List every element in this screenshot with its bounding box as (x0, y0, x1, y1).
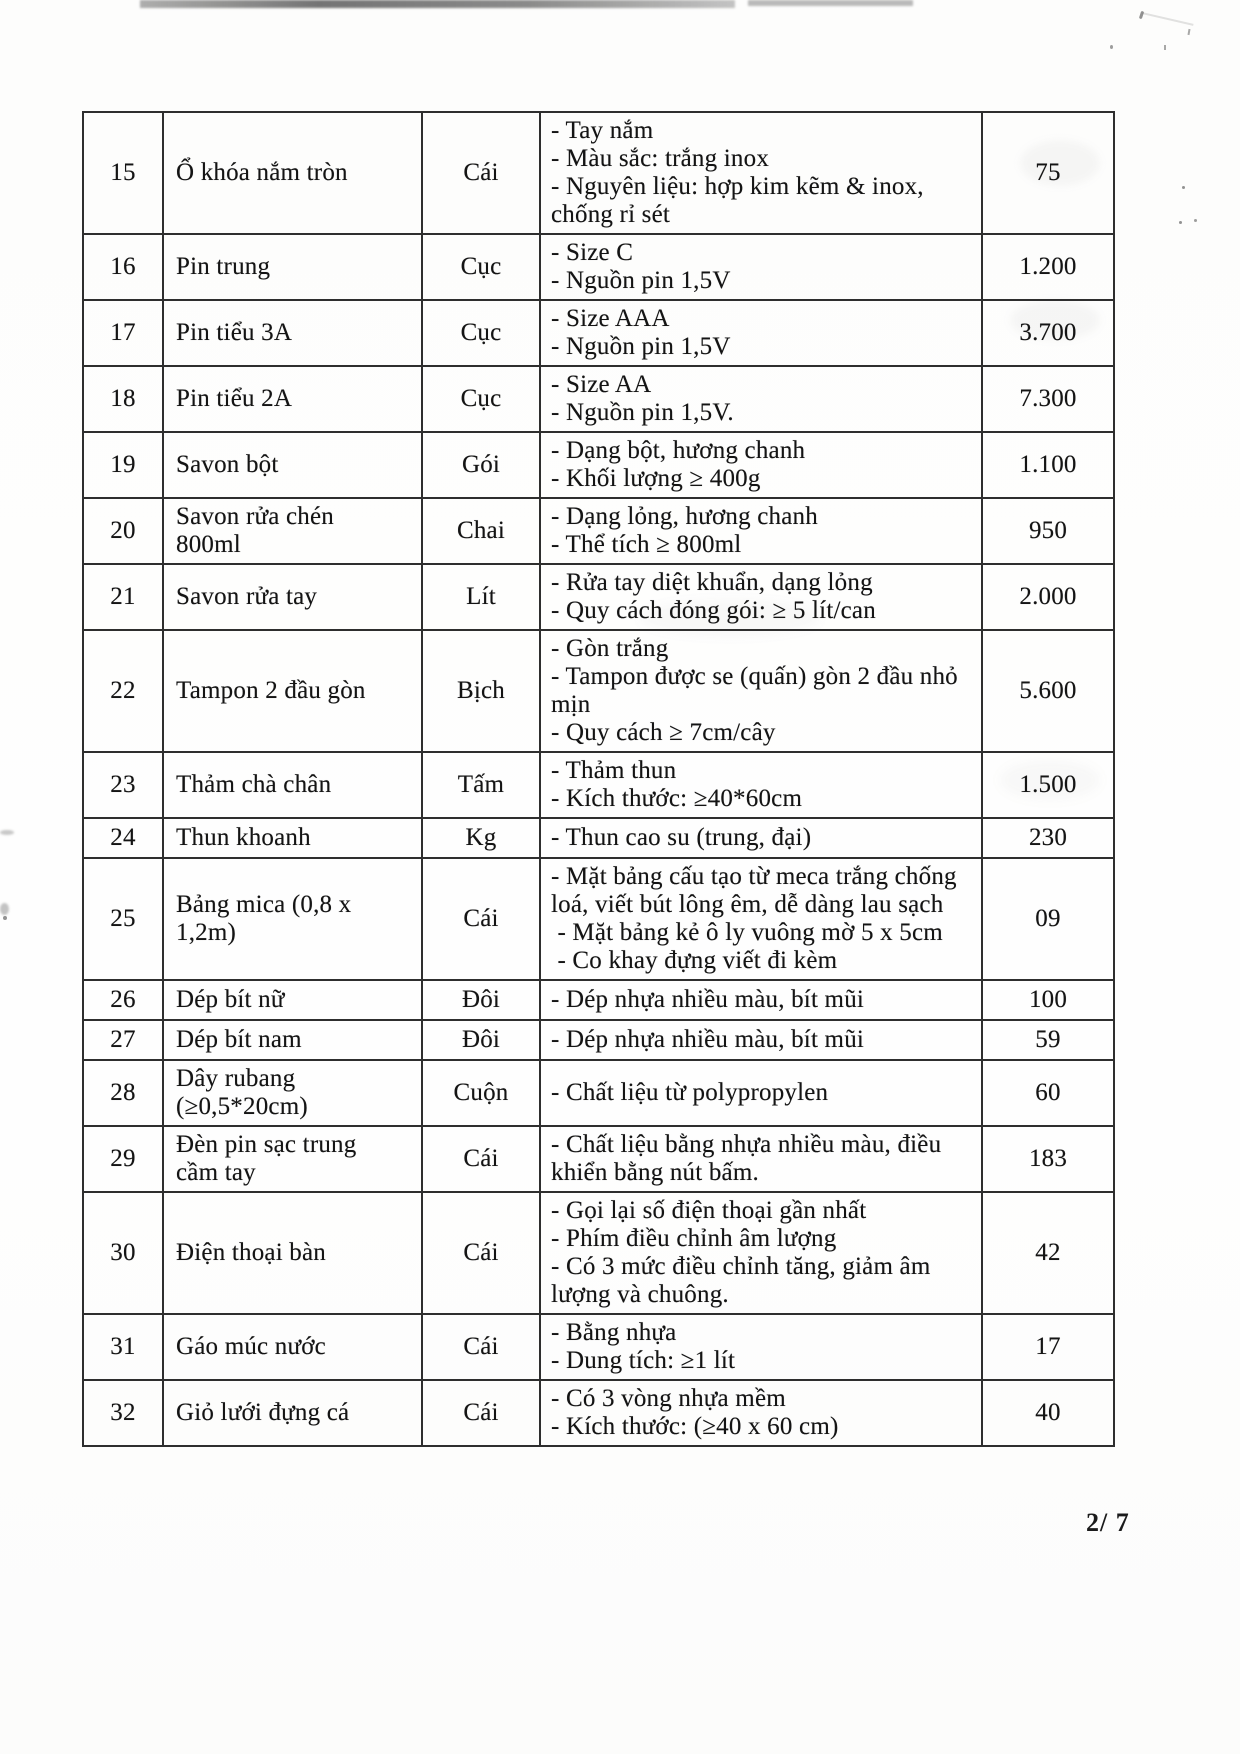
cell-row-number: 29 (83, 1126, 163, 1192)
cell-description (540, 630, 982, 752)
description-line: - Dung tích: ≥1 lít (551, 1347, 736, 1374)
table-row (83, 630, 1114, 752)
scan-speck (1187, 29, 1190, 35)
cell-unit: Cuộn (422, 1060, 540, 1126)
description-line: - Màu sắc: trắng inox (551, 145, 770, 172)
cell-quantity: 3.700 (982, 300, 1114, 366)
table-row (83, 1060, 1114, 1126)
description-line: - Dép nhựa nhiều màu, bít mũi (551, 1026, 865, 1053)
cell-item-name: Pin tiểu 3A (163, 300, 422, 366)
description-line: - Có 3 mức điều chỉnh tăng, giảm âm lượng và chuông. (551, 1253, 937, 1308)
cell-item-name: Savon rửa chén 800ml (163, 498, 422, 564)
table-row (83, 366, 1114, 432)
cell-item-name: Ổ khóa nắm tròn (163, 112, 422, 234)
scan-speck-left-margin (0, 903, 9, 915)
scan-smudge-top-band (140, 0, 735, 8)
cell-quantity: 75 (982, 112, 1114, 234)
cell-quantity: 09 (982, 858, 1114, 980)
description-line: - Co khay đựng viết đi kèm (551, 947, 838, 974)
cell-row-number: 23 (83, 752, 163, 818)
cell-row-number: 32 (83, 1380, 163, 1446)
cell-row-number: 30 (83, 1192, 163, 1314)
description-line: - Kích thước: (≥40 x 60 cm) (551, 1413, 839, 1440)
items-table-body (83, 112, 1114, 1446)
scan-speck (1139, 11, 1144, 20)
cell-item-name: Gáo múc nước (163, 1314, 422, 1380)
table-row (83, 234, 1114, 300)
table-row (83, 1314, 1114, 1380)
cell-item-name: Bảng mica (0,8 x 1,2m) (163, 858, 422, 980)
cell-description (540, 1314, 982, 1380)
cell-item-name: Pin trung (163, 234, 422, 300)
cell-unit: Cái (422, 1126, 540, 1192)
description-line: - Gòn trắng (551, 635, 669, 662)
page-number: 2/ 7 (1086, 1508, 1130, 1537)
cell-quantity: 7.300 (982, 366, 1114, 432)
cell-quantity: 230 (982, 818, 1114, 858)
description-line: - Dạng lỏng, hương chanh (551, 503, 818, 530)
cell-description (540, 112, 982, 234)
scan-scratch (1142, 12, 1193, 26)
description-line: - Nguyên liệu: hợp kim kẽm & inox, chống rỉ sét (551, 173, 931, 228)
description-line: - Phím điều chỉnh âm lượng (551, 1225, 837, 1252)
scan-speck (1182, 186, 1185, 189)
cell-row-number: 16 (83, 234, 163, 300)
cell-item-name: Giỏ lưới đựng cá (163, 1380, 422, 1446)
supplies-table (82, 111, 1115, 1447)
cell-description (540, 1126, 982, 1192)
scan-speck (1164, 45, 1166, 50)
description-line: - Size C (551, 239, 634, 266)
cell-description (540, 980, 982, 1020)
cell-row-number: 21 (83, 564, 163, 630)
cell-row-number: 25 (83, 858, 163, 980)
description-line: - Thể tích ≥ 800ml (551, 531, 742, 558)
cell-item-name: Thun khoanh (163, 818, 422, 858)
description-line: - Quy cách đóng gói: ≥ 5 lít/can (551, 597, 876, 624)
cell-unit: Bịch (422, 630, 540, 752)
table-row (83, 1020, 1114, 1060)
cell-row-number: 27 (83, 1020, 163, 1060)
description-line: - Thảm thun (551, 757, 677, 784)
cell-item-name: Đèn pin sạc trung cầm tay (163, 1126, 422, 1192)
cell-description (540, 564, 982, 630)
description-line: - Nguồn pin 1,5V (551, 333, 731, 360)
cell-quantity: 100 (982, 980, 1114, 1020)
cell-quantity: 1.500 (982, 752, 1114, 818)
table-row (83, 1380, 1114, 1446)
description-line: - Chất liệu từ polypropylen (551, 1079, 829, 1106)
cell-quantity: 2.000 (982, 564, 1114, 630)
cell-item-name: Savon bột (163, 432, 422, 498)
description-line: - Quy cách ≥ 7cm/cây (551, 719, 776, 746)
cell-row-number: 19 (83, 432, 163, 498)
description-line: - Size AA (551, 371, 652, 398)
description-line: - Thun cao su (trung, đại) (551, 824, 812, 851)
cell-unit: Cái (422, 1314, 540, 1380)
cell-unit: Kg (422, 818, 540, 858)
cell-item-name: Tampon 2 đầu gòn (163, 630, 422, 752)
description-line: - Tay nắm (551, 117, 654, 144)
scan-speck (1110, 45, 1113, 49)
cell-row-number: 26 (83, 980, 163, 1020)
cell-unit: Cái (422, 112, 540, 234)
cell-item-name: Dây rubang (≥0,5*20cm) (163, 1060, 422, 1126)
cell-item-name: Dép bít nam (163, 1020, 422, 1060)
cell-unit: Chai (422, 498, 540, 564)
cell-row-number: 18 (83, 366, 163, 432)
scan-speck-left-margin (0, 830, 14, 835)
cell-unit: Cái (422, 1380, 540, 1446)
cell-description (540, 432, 982, 498)
cell-unit: Đôi (422, 980, 540, 1020)
description-line: - Nguồn pin 1,5V. (551, 399, 734, 426)
table-row (83, 1192, 1114, 1314)
cell-row-number: 31 (83, 1314, 163, 1380)
description-line: - Size AAA (551, 305, 670, 332)
cell-item-name: Dép bít nữ (163, 980, 422, 1020)
table-row (83, 980, 1114, 1020)
cell-quantity: 17 (982, 1314, 1114, 1380)
cell-description (540, 498, 982, 564)
cell-item-name: Savon rửa tay (163, 564, 422, 630)
cell-description (540, 1020, 982, 1060)
description-line: - Dạng bột, hương chanh (551, 437, 806, 464)
scan-speck-left-margin (3, 916, 7, 920)
table-row (83, 300, 1114, 366)
table-row (83, 432, 1114, 498)
cell-description (540, 234, 982, 300)
cell-description (540, 752, 982, 818)
table-row (83, 752, 1114, 818)
cell-description (540, 1060, 982, 1126)
description-line: - Chất liệu bằng nhựa nhiều màu, điều khiển bằng nút bấm. (551, 1131, 948, 1186)
cell-row-number: 24 (83, 818, 163, 858)
description-line: - Kích thước: ≥40*60cm (551, 785, 803, 812)
cell-description (540, 818, 982, 858)
description-line: - Mặt bảng cấu tạo từ meca trắng chống loá, viết bút lông êm, dễ dàng lau sạch (551, 863, 964, 918)
cell-description (540, 300, 982, 366)
cell-unit: Lít (422, 564, 540, 630)
description-line: - Mặt bảng kẻ ô ly vuông mờ 5 x 5cm (551, 919, 943, 946)
cell-unit: Cái (422, 1192, 540, 1314)
cell-description (540, 1192, 982, 1314)
description-line: - Rửa tay diệt khuẩn, dạng lỏng (551, 569, 873, 596)
cell-row-number: 15 (83, 112, 163, 234)
table-row (83, 112, 1114, 234)
description-line: - Nguồn pin 1,5V (551, 267, 731, 294)
cell-row-number: 22 (83, 630, 163, 752)
cell-unit: Đôi (422, 1020, 540, 1060)
cell-row-number: 20 (83, 498, 163, 564)
cell-quantity: 950 (982, 498, 1114, 564)
cell-unit: Tấm (422, 752, 540, 818)
cell-unit: Gói (422, 432, 540, 498)
description-line: - Khối lượng ≥ 400g (551, 465, 761, 492)
cell-row-number: 28 (83, 1060, 163, 1126)
cell-item-name: Điện thoại bàn (163, 1192, 422, 1314)
scan-speck (1194, 219, 1197, 222)
table-row (83, 1126, 1114, 1192)
cell-quantity: 59 (982, 1020, 1114, 1060)
cell-quantity: 1.200 (982, 234, 1114, 300)
cell-row-number: 17 (83, 300, 163, 366)
cell-unit: Cục (422, 300, 540, 366)
cell-description (540, 1380, 982, 1446)
cell-unit: Cục (422, 366, 540, 432)
description-line: - Có 3 vòng nhựa mềm (551, 1385, 786, 1412)
cell-unit: Cục (422, 234, 540, 300)
description-line: - Dép nhựa nhiều màu, bít mũi (551, 986, 865, 1013)
cell-description (540, 858, 982, 980)
scan-speck (1179, 221, 1182, 224)
cell-quantity: 42 (982, 1192, 1114, 1314)
table-row (83, 818, 1114, 858)
scan-smudge-top-band-2 (748, 0, 913, 6)
description-line: - Gọi lại số điện thoại gần nhất (551, 1197, 867, 1224)
cell-description (540, 366, 982, 432)
cell-unit: Cái (422, 858, 540, 980)
table-row (83, 498, 1114, 564)
cell-item-name: Thảm chà chân (163, 752, 422, 818)
cell-quantity: 60 (982, 1060, 1114, 1126)
description-line: - Tampon được se (quấn) gòn 2 đầu nhỏ mịn (551, 663, 965, 718)
description-line: - Bằng nhựa (551, 1319, 677, 1346)
table-row (83, 564, 1114, 630)
cell-quantity: 40 (982, 1380, 1114, 1446)
cell-quantity: 1.100 (982, 432, 1114, 498)
cell-quantity: 183 (982, 1126, 1114, 1192)
cell-quantity: 5.600 (982, 630, 1114, 752)
cell-item-name: Pin tiểu 2A (163, 366, 422, 432)
table-row (83, 858, 1114, 980)
